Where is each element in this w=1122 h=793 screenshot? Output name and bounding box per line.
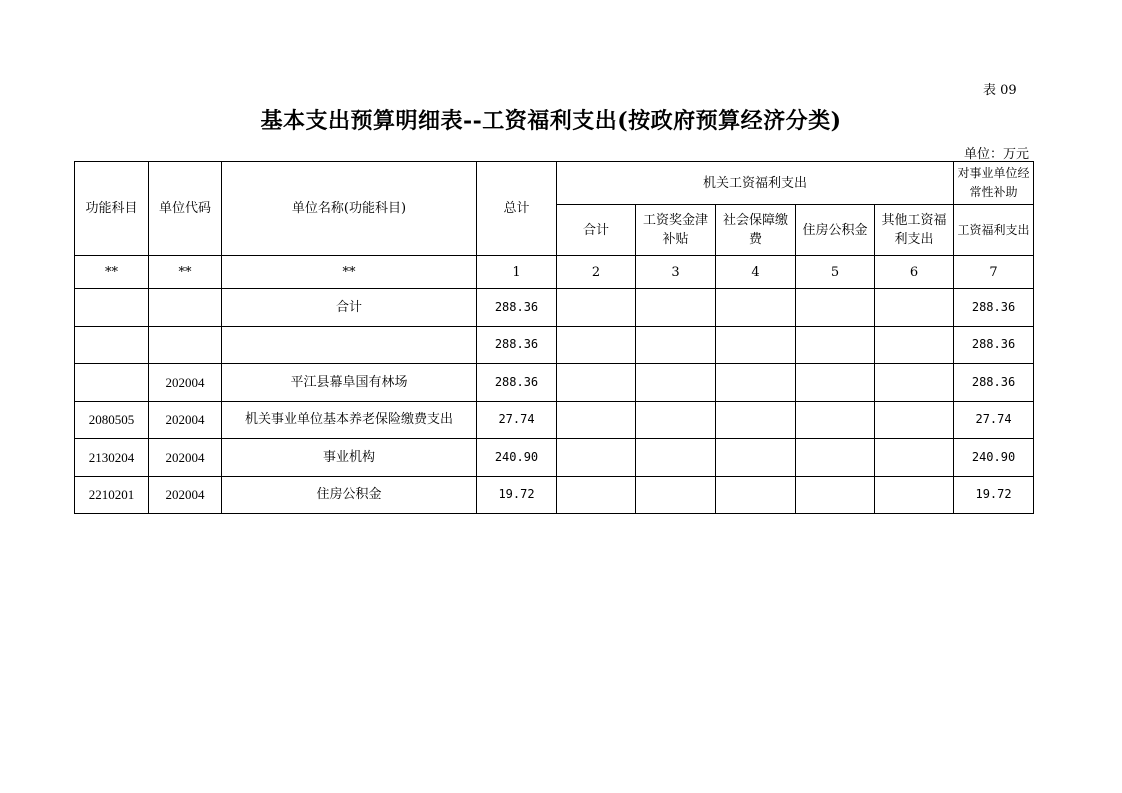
housing-fund-cell — [796, 326, 875, 364]
wage-welfare-cell: 288.36 — [954, 364, 1034, 402]
header-wage-bonus: 工资奖金津补贴 — [636, 205, 716, 256]
header-unit-name: 单位名称(功能科目) — [222, 162, 477, 256]
index-cell: 7 — [954, 256, 1034, 289]
func-subject-cell — [75, 289, 149, 327]
social-security-cell — [716, 401, 796, 439]
social-security-cell — [716, 476, 796, 514]
wage-bonus-cell — [636, 476, 716, 514]
func-subject-cell: 2210201 — [75, 476, 149, 514]
housing-fund-cell — [796, 289, 875, 327]
social-security-cell — [716, 326, 796, 364]
total-cell: 19.72 — [477, 476, 557, 514]
index-cell: 2 — [557, 256, 636, 289]
func-subject-cell: 2130204 — [75, 439, 149, 477]
other-wage-cell — [875, 439, 954, 477]
header-social-security: 社会保障缴费 — [716, 205, 796, 256]
housing-fund-cell — [796, 439, 875, 477]
sub-total-cell — [557, 289, 636, 327]
index-row — [75, 256, 1034, 289]
index-cell: 5 — [796, 256, 875, 289]
table-row — [75, 476, 1034, 514]
total-cell: 288.36 — [477, 364, 557, 402]
wage-welfare-cell: 288.36 — [954, 289, 1034, 327]
unit-name-cell: 合计 — [222, 289, 477, 327]
unit-name-cell — [222, 326, 477, 364]
unit-name-cell: 住房公积金 — [222, 476, 477, 514]
header-agency-group: 机关工资福利支出 — [557, 162, 954, 205]
housing-fund-cell — [796, 476, 875, 514]
header-total: 总计 — [477, 162, 557, 256]
housing-fund-cell — [796, 401, 875, 439]
budget-table — [74, 161, 1034, 514]
header-sub-total: 合计 — [557, 205, 636, 256]
sub-total-cell — [557, 326, 636, 364]
total-cell: 240.90 — [477, 439, 557, 477]
other-wage-cell — [875, 401, 954, 439]
other-wage-cell — [875, 364, 954, 402]
func-subject-cell — [75, 364, 149, 402]
wage-bonus-cell — [636, 289, 716, 327]
index-cell: 3 — [636, 256, 716, 289]
total-cell: 288.36 — [477, 289, 557, 327]
index-cell: ** — [149, 256, 222, 289]
total-cell: 288.36 — [477, 326, 557, 364]
table-row — [75, 401, 1034, 439]
header-housing-fund: 住房公积金 — [796, 205, 875, 256]
wage-welfare-cell: 27.74 — [954, 401, 1034, 439]
sub-total-cell — [557, 364, 636, 402]
table-row — [75, 364, 1034, 402]
wage-bonus-cell — [636, 326, 716, 364]
wage-welfare-cell: 240.90 — [954, 439, 1034, 477]
social-security-cell — [716, 289, 796, 327]
sub-total-cell — [557, 476, 636, 514]
unit-code-cell — [149, 326, 222, 364]
header-unit-code: 单位代码 — [149, 162, 222, 256]
table-row — [75, 289, 1034, 327]
unit-code-cell: 202004 — [149, 439, 222, 477]
other-wage-cell — [875, 476, 954, 514]
unit-name-cell: 机关事业单位基本养老保险缴费支出 — [222, 401, 477, 439]
social-security-cell — [716, 439, 796, 477]
index-cell: 1 — [477, 256, 557, 289]
sub-total-cell — [557, 439, 636, 477]
wage-bonus-cell — [636, 364, 716, 402]
other-wage-cell — [875, 326, 954, 364]
header-subsidy-group: 对事业单位经常性补助 — [954, 162, 1034, 205]
sub-total-cell — [557, 401, 636, 439]
index-cell: ** — [75, 256, 149, 289]
unit-code-cell: 202004 — [149, 476, 222, 514]
unit-code-cell: 202004 — [149, 401, 222, 439]
wage-bonus-cell — [636, 439, 716, 477]
table-row — [75, 326, 1034, 364]
unit-name-cell: 事业机构 — [222, 439, 477, 477]
wage-bonus-cell — [636, 401, 716, 439]
header-row-1 — [75, 162, 1034, 205]
page-title: 基本支出预算明细表--工资福利支出(按政府预算经济分类) — [260, 108, 842, 134]
unit-name-cell: 平江县幕阜国有林场 — [222, 364, 477, 402]
func-subject-cell: 2080505 — [75, 401, 149, 439]
header-wage-welfare: 工资福利支出 — [954, 205, 1034, 256]
social-security-cell — [716, 364, 796, 402]
housing-fund-cell — [796, 364, 875, 402]
other-wage-cell — [875, 289, 954, 327]
index-cell: 4 — [716, 256, 796, 289]
header-other-wage: 其他工资福利支出 — [875, 205, 954, 256]
wage-welfare-cell: 288.36 — [954, 326, 1034, 364]
index-cell: ** — [222, 256, 477, 289]
header-func-subject: 功能科目 — [75, 162, 149, 256]
unit-label: 单位：万元 — [964, 147, 1030, 162]
table-row — [75, 439, 1034, 477]
unit-code-cell — [149, 289, 222, 327]
index-cell: 6 — [875, 256, 954, 289]
total-cell: 27.74 — [477, 401, 557, 439]
func-subject-cell — [75, 326, 149, 364]
wage-welfare-cell: 19.72 — [954, 476, 1034, 514]
unit-code-cell: 202004 — [149, 364, 222, 402]
table-number: 表 09 — [983, 83, 1017, 98]
